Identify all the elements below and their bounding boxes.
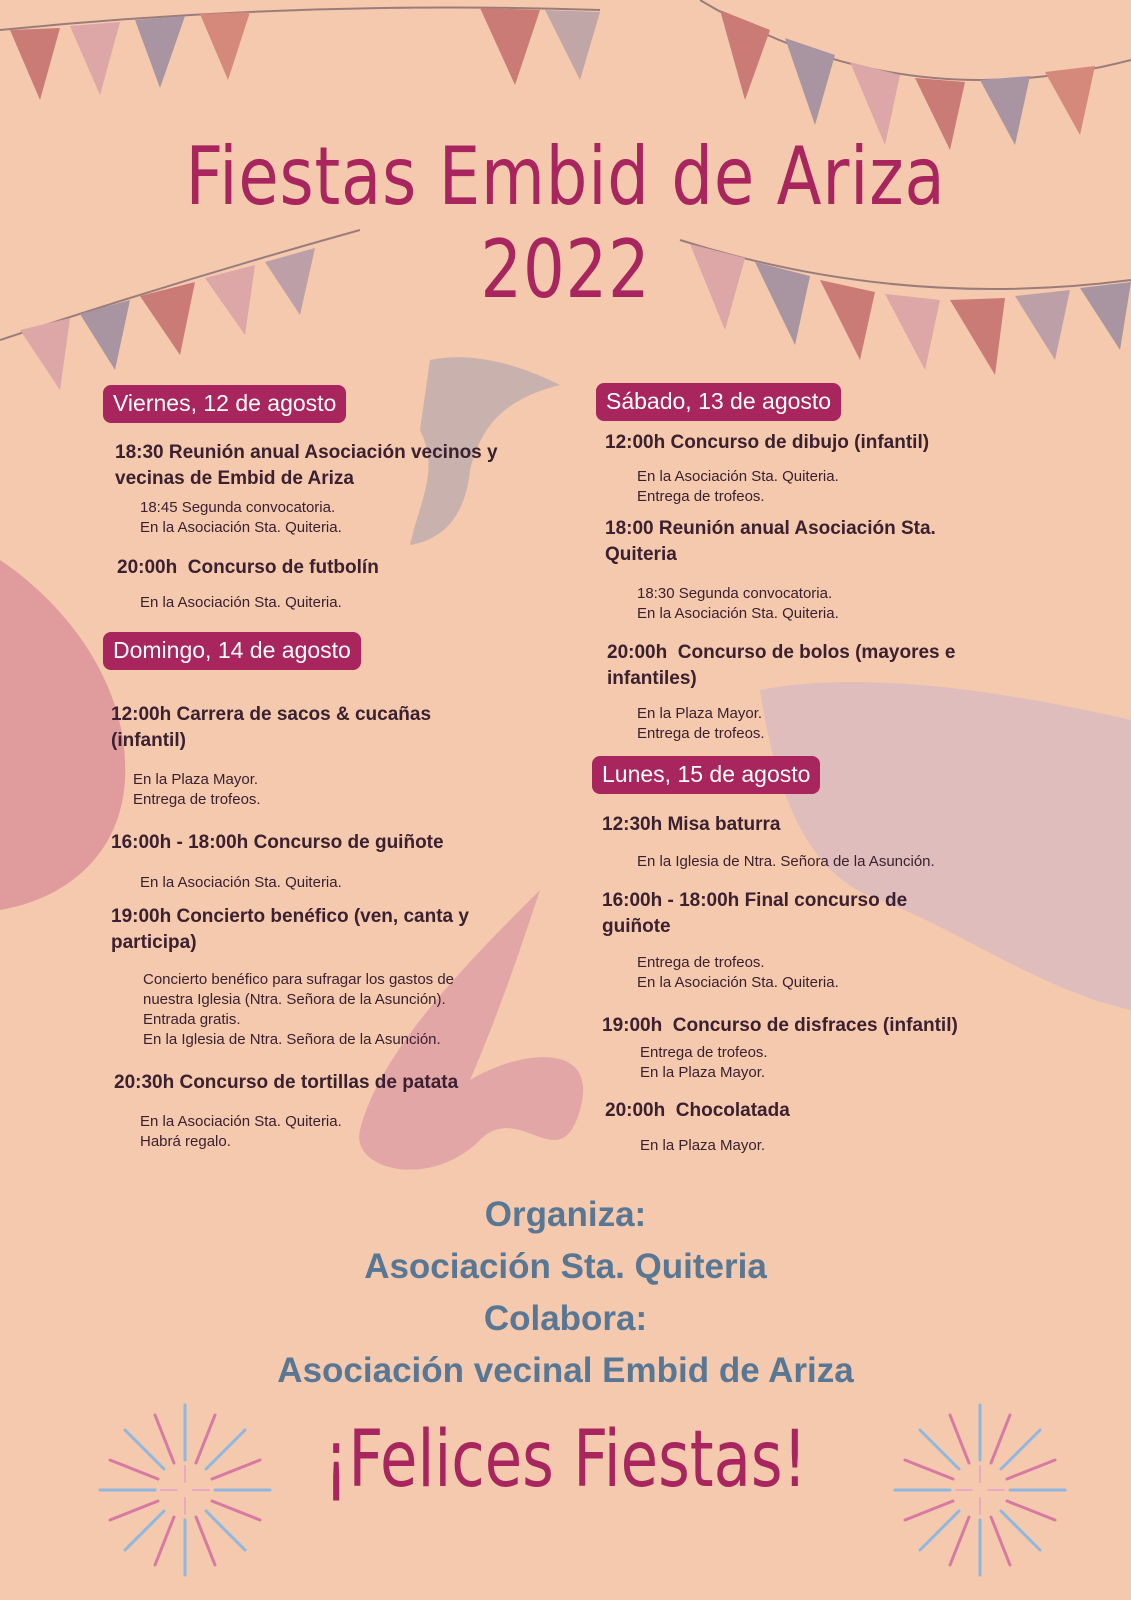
closing-greeting: ¡Felices Fiestas! (323, 1415, 808, 1505)
event-title: 16:00h - 18:00h Concurso de guiñote (111, 832, 444, 853)
pink-paint-stroke-left (0, 560, 125, 910)
event-title: 20:00h Chocolatada (605, 1100, 790, 1121)
event-details: 18:30 Segunda convocatoria. En la Asociación Sta. Quiteria. (637, 585, 839, 622)
colabora-label: Colabora: (483, 1299, 648, 1338)
day-label: Lunes, 15 de agosto (592, 756, 820, 794)
event-details: En la Asociación Sta. Quiteria. Entrega de trofeos. (637, 468, 839, 505)
poster-title: Fiestas Embid de Ariza 2022 (185, 130, 946, 316)
event-details: Concierto benéfico para sufragar los gastos de nuestra Iglesia (Ntra. Señora de la Asunción). Entrada gratis. En la Iglesia de Ntra. Señora de la Asunción. (143, 971, 455, 1048)
day-saturday (596, 383, 841, 421)
day-label: Sábado, 13 de agosto (596, 383, 841, 421)
organiza-label: Organiza: (484, 1195, 647, 1234)
day-label: Viernes, 12 de agosto (103, 385, 346, 423)
event-title: 20:30h Concurso de tortillas de patata (114, 1072, 459, 1093)
event-title: 19:00h Concurso de disfraces (infantil) (602, 1015, 958, 1036)
event-details: En la Asociación Sta. Quiteria. (140, 874, 342, 891)
colabora-name: Asociación vecinal Embid de Ariza (277, 1351, 854, 1390)
day-sunday (103, 632, 361, 670)
event-details: En la Plaza Mayor. Entrega de trofeos. (637, 705, 765, 742)
event-title: 16:00h - 18:00h Final concurso de guiñote (602, 890, 908, 937)
event-title: 12:00h Carrera de sacos & cucañas (infantil) (111, 704, 432, 751)
event-details: Entrega de trofeos. En la Asociación Sta. Quiteria. (637, 954, 839, 991)
event-details: En la Iglesia de Ntra. Señora de la Asunción. (637, 853, 935, 870)
event-title: 20:00h Concurso de futbolín (117, 557, 379, 578)
day-monday (592, 756, 820, 794)
organiza-name: Asociación Sta. Quiteria (364, 1247, 767, 1286)
event-title: 18:00 Reunión anual Asociación Sta. Quiteria (605, 518, 936, 565)
event-title: 18:30 Reunión anual Asociación vecinos y vecinas de Embid de Ariza (115, 442, 498, 489)
event-details: En la Plaza Mayor. (640, 1137, 766, 1154)
event-details: En la Plaza Mayor. Entrega de trofeos. (133, 771, 261, 808)
event-title: 20:00h Concurso de bolos (mayores e infantiles) (607, 642, 956, 689)
event-title: 19:00h Concierto benéfico (ven, canta y participa) (111, 906, 469, 953)
event-details: En la Asociación Sta. Quiteria. (140, 594, 342, 611)
day-friday (103, 385, 346, 423)
day-label: Domingo, 14 de agosto (103, 632, 361, 670)
event-title: 12:00h Concurso de dibujo (infantil) (605, 432, 930, 453)
event-details: En la Asociación Sta. Quiteria. Habrá regalo. (140, 1113, 342, 1150)
event-details: 18:45 Segunda convocatoria. En la Asociación Sta. Quiteria. (140, 499, 342, 536)
event-title: 12:30h Misa baturra (602, 814, 781, 835)
event-details: Entrega de trofeos. En la Plaza Mayor. (640, 1044, 768, 1081)
